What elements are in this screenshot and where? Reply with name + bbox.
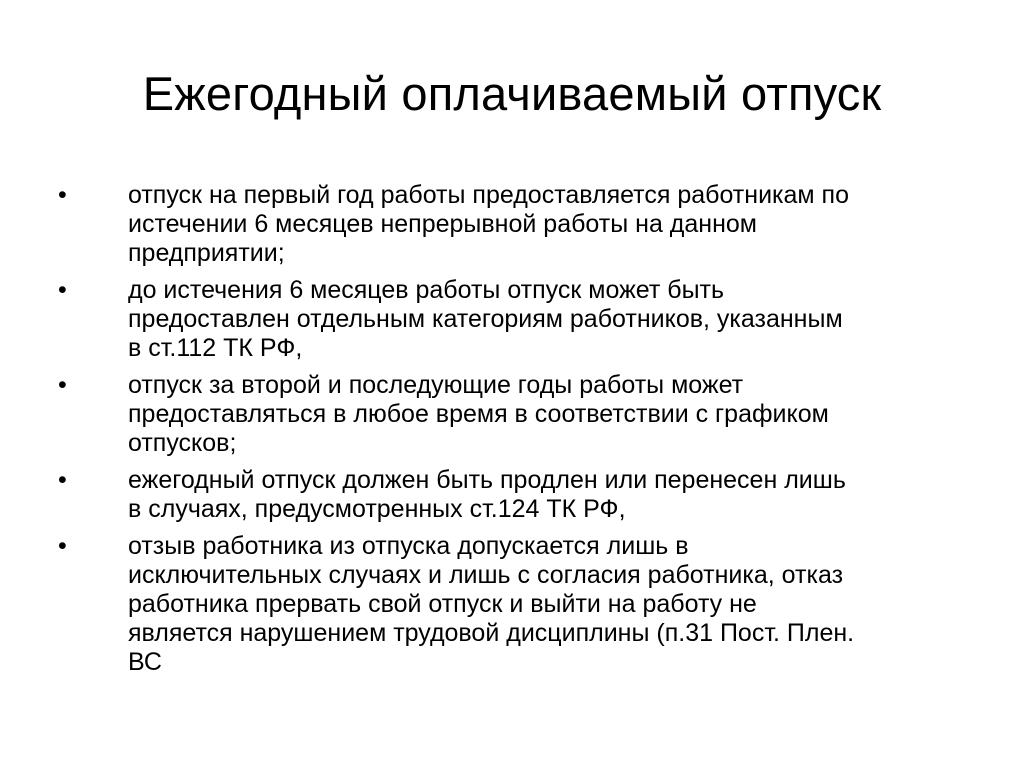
bullet-icon: • (58, 466, 67, 494)
bullet-icon: • (58, 371, 67, 399)
slide-title: Ежегодный оплачиваемый отпуск (142, 67, 882, 120)
bullet-text: отпуск за второй и последующие годы работы может предоставляться в любое время в соответствии с графиком отпусков; (128, 371, 829, 457)
bullet-item (0, 276, 1024, 363)
bullet-text: отпуск на первый год работы предоставляется работникам по истечении 6 месяцев непрерывной работы на данном предприятии; (128, 181, 849, 267)
bullet-text: до истечения 6 месяцев работы отпуск может быть предоставлен отдельным категориям работников, указанным в ст.112 ТК РФ, (128, 276, 843, 362)
bullet-text: отзыв работника из отпуска допускается лишь в исключительных случаях и лишь с согласия работника, отказ работника прервать свой отпуск и выйти на работу не является нарушением трудовой дисциплины (п.31 Пост. Плен. ВС (128, 532, 855, 676)
bullet-icon: • (58, 276, 67, 304)
bullet-item (0, 181, 1024, 268)
bullet-list (0, 181, 1024, 685)
bullet-item (0, 532, 1024, 677)
bullet-icon: • (58, 181, 67, 209)
bullet-icon: • (58, 532, 67, 560)
bullet-text: ежегодный отпуск должен быть продлен или перенесен лишь в случаях, предусмотренных ст.124 ТК РФ, (128, 466, 846, 523)
bullet-item (0, 466, 1024, 524)
bullet-item (0, 371, 1024, 458)
